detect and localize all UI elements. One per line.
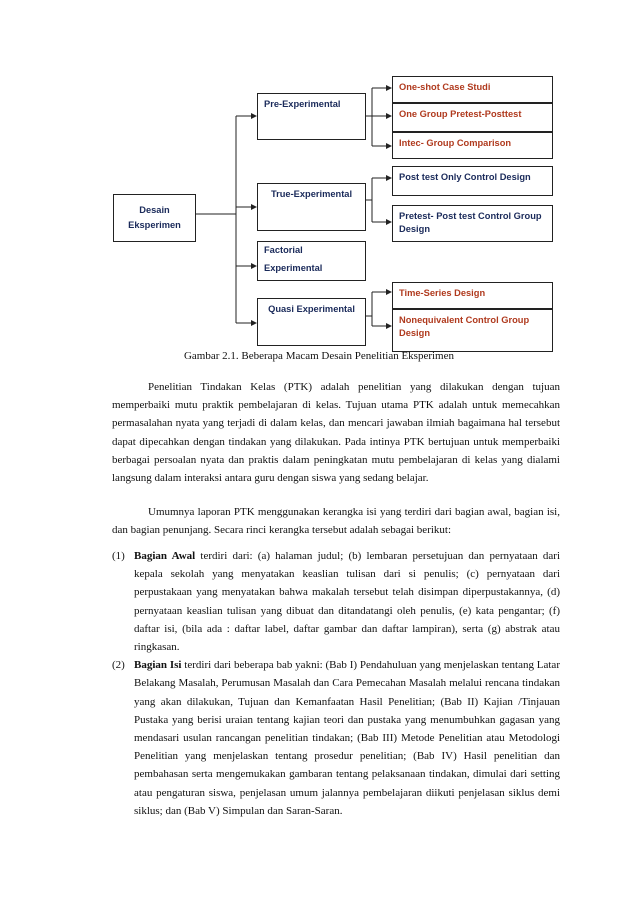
leaf-posttest-label: Post test Only Control Design bbox=[399, 172, 531, 182]
pre-experimental-label: Pre-Experimental bbox=[264, 99, 341, 109]
factorial-experimental-box bbox=[257, 241, 366, 281]
root-label: Desain Eksperimen bbox=[128, 205, 181, 230]
leaf-onegroup bbox=[392, 103, 553, 132]
quasi-experimental-label: Quasi Experimental bbox=[268, 304, 355, 314]
list-item bbox=[112, 656, 560, 820]
leaf-pretest bbox=[392, 205, 553, 242]
leaf-oneshot bbox=[392, 76, 553, 103]
list-number: (2) bbox=[112, 659, 125, 672]
leaf-posttest bbox=[392, 166, 553, 196]
list-item-title: Bagian Isi bbox=[134, 659, 182, 672]
leaf-timeseries-label: Time-Series Design bbox=[399, 288, 486, 298]
list-number: (1) bbox=[112, 550, 125, 562]
leaf-timeseries bbox=[392, 282, 553, 309]
paragraph-1 bbox=[112, 378, 560, 487]
quasi-experimental-box bbox=[257, 298, 366, 346]
paragraph-1-text: Penelitian Tindakan Kelas (PTK) adalah penelitian yang dilakukan dengan tujuan memperbaiki mutu praktik pembelajaran di kelas. Tujuan utama PTK adalah untuk memecahkan permasalahan nyata yang terjadi di dalam kelas, dan mencari jawaban ilmiah bagaimana hal tersebut dapat dipecahkan dengan tindakan yang dilakukan. Pada intinya PTK bertujuan untuk memperbaiki berbagai persoalan nyata dan praktis dalam peningkatan mutu pembelajaran di kelas yang dialami langsung dalam interaksi antara guru dengan siswa yang sedang belajar. bbox=[112, 381, 560, 485]
leaf-pretest-label: Pretest- Post test Control Group Design bbox=[399, 211, 542, 234]
leaf-nonequivalent-label: Nonequivalent Control Group Design bbox=[399, 315, 530, 338]
leaf-nonequivalent bbox=[392, 309, 553, 352]
list-item-text: terdiri dari beberapa bab yakni: (Bab I) Pendahuluan yang menjelaskan tentang Latar Belakang Masalah, Perumusan Masalah dan Cara Pemecahan Masalah melalui rencana tindakan yang akan dilakukan, Tujuan dan Kemanfaatan Hasil Penelitian; (Bab II) Kajian /Tinjauan Pustaka yang berisi uraian tentang kajian teori dan pustaka yang menumbuhkan gagasan yang mendasari usulan rancangan penelitian tindakan; (Bab III) Metode Penelitian atau Metodologi Penelitian yang menjelaskan tentang prosedur penelitian; (Bab IV) Hasil penelitian dan pembahasan serta mengemukakan gambaran tentang pelaksanaan tindakan, dimulai dari setting atau pengaturan siswa, penjelasan umum jalannya pembelajaran diikuti penjelasan siklus demi siklus; dan (Bab V) Simpulan dan Saran-Saran. bbox=[134, 659, 560, 817]
design-diagram bbox=[0, 0, 638, 360]
leaf-onegroup-label: One Group Pretest-Posttest bbox=[399, 109, 522, 119]
true-experimental-box bbox=[257, 183, 366, 231]
leaf-intec-label: Intec- Group Comparison bbox=[399, 138, 512, 148]
leaf-intec bbox=[392, 132, 553, 159]
leaf-oneshot-label: One-shot Case Studi bbox=[399, 82, 491, 92]
pre-experimental-box bbox=[257, 93, 366, 140]
paragraph-2 bbox=[112, 503, 560, 539]
experimental-label: Experimental bbox=[264, 262, 323, 273]
structure-list bbox=[112, 547, 560, 820]
root-box bbox=[113, 194, 196, 242]
true-experimental-label: True-Experimental bbox=[270, 189, 353, 199]
list-item-title: Bagian Awal bbox=[134, 550, 196, 562]
figure-caption: Gambar 2.1. Beberapa Macam Desain Penelitian Eksperimen bbox=[183, 350, 454, 362]
paragraph-2-text: Umumnya laporan PTK menggunakan kerangka isi yang terdiri dari bagian awal, bagian isi, dan bagian penunjang. Secara rinci kerangka tersebut adalah sebagai berikut: bbox=[112, 506, 560, 537]
factorial-label: Factorial bbox=[264, 245, 303, 255]
list-item bbox=[112, 547, 560, 656]
list-item-text: terdiri dari: (a) halaman judul; (b) lembaran persetujuan dan pernyataan dari kepala sekolah yang menyatakan keaslian tulisan dari si penulis; (c) pernyataan dari perpustakaan yang menyatakan bahwa makalah tersebut telah disimpan diperpustakannya, (d) pernyataan keaslian tulisan yang dibuat dan ditandatangi oleh penulis, (e) kata pengantar; (f) daftar isi, (bila ada : daftar label, daftar gambar dan daftar lampiran), serta (g) abstrak atau ringkasan. bbox=[134, 550, 561, 654]
